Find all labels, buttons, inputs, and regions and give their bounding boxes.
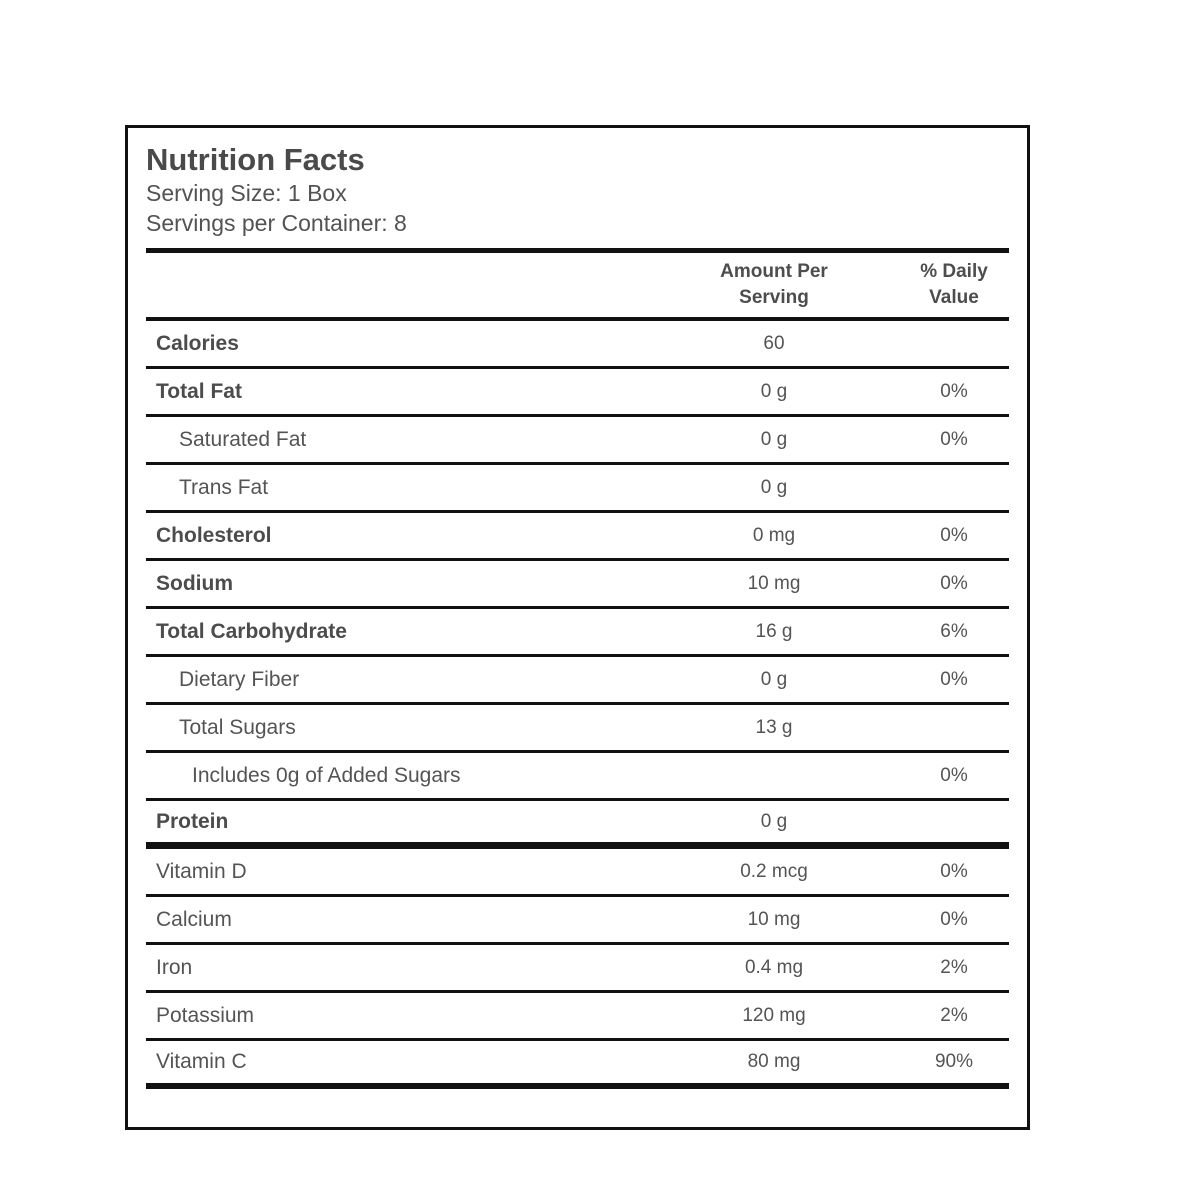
nutrient-name: Vitamin D (156, 859, 247, 883)
column-header-amount: Amount Per Serving (720, 261, 828, 308)
nutrient-row-total-fat (146, 369, 1009, 417)
nutrition-facts-label (125, 125, 1030, 1130)
nutrient-name: Potassium (156, 1003, 255, 1027)
nutrient-row-saturated-fat (146, 417, 1009, 465)
nutrient-daily-value: 2% (940, 956, 968, 978)
nutrient-row-trans-fat (146, 465, 1009, 513)
nutrient-amount: 0.4 mg (744, 956, 804, 978)
column-header-daily-value: % Daily Value (920, 261, 988, 308)
nutrient-row-calories (146, 321, 1009, 369)
nutrient-name: Dietary Fiber (179, 667, 300, 691)
nutrient-row-calcium (146, 897, 1009, 945)
nutrient-row-vitamin-c (146, 1041, 1009, 1089)
nutrient-name: Calories (156, 331, 239, 355)
nutrient-daily-value: 0% (940, 380, 968, 402)
column-header-amount-cell (649, 259, 899, 310)
table-header-row (146, 253, 1009, 321)
nutrient-amount: 0.2 mcg (740, 860, 808, 882)
nutrient-name: Total Sugars (179, 715, 296, 739)
nutrition-table (146, 253, 1009, 1089)
nutrient-amount: 0 g (760, 476, 788, 498)
nutrient-amount: 0 g (760, 428, 788, 450)
nutrient-name: Protein (156, 809, 229, 833)
nutrient-row-potassium (146, 993, 1009, 1041)
serving-size: Serving Size: 1 Box (146, 180, 347, 206)
nutrient-name: Calcium (156, 907, 232, 931)
nutrient-row-sodium (146, 561, 1009, 609)
nutrient-name: Total Carbohydrate (156, 619, 347, 643)
nutrient-amount: 0 g (760, 810, 788, 832)
nutrient-amount: 13 g (755, 716, 793, 738)
nutrient-name: Iron (156, 955, 193, 979)
nutrient-daily-value: 0% (940, 524, 968, 546)
nutrient-amount: 0 g (760, 668, 788, 690)
nutrient-daily-value: 2% (940, 1004, 968, 1026)
nutrient-row-includes-0g-of-added-sugars (146, 753, 1009, 801)
nutrient-daily-value: 90% (934, 1051, 974, 1072)
nutrient-name: Vitamin C (156, 1050, 247, 1073)
nutrient-daily-value: 0% (940, 764, 968, 786)
nutrient-daily-value: 0% (940, 668, 968, 690)
nutrient-name: Saturated Fat (179, 427, 307, 451)
label-header (146, 128, 1009, 238)
nutrient-amount: 80 mg (747, 1051, 801, 1072)
nutrient-row-total-carbohydrate (146, 609, 1009, 657)
nutrient-daily-value: 6% (940, 620, 968, 642)
nutrient-row-protein (146, 801, 1009, 849)
nutrient-row-vitamin-d (146, 849, 1009, 897)
nutrient-amount: 0 mg (752, 524, 796, 546)
nutrient-daily-value: 0% (940, 428, 968, 450)
nutrient-name: Total Fat (156, 379, 242, 403)
column-header-daily-value-cell (899, 259, 1009, 310)
nutrient-daily-value: 0% (940, 572, 968, 594)
nutrient-amount: 10 mg (747, 572, 801, 594)
nutrient-daily-value: 0% (940, 908, 968, 930)
nutrient-row-cholesterol (146, 513, 1009, 561)
nutrient-name: Cholesterol (156, 523, 272, 547)
nutrient-name: Includes 0g of Added Sugars (192, 763, 461, 787)
nutrient-name: Sodium (156, 571, 233, 595)
nutrient-amount: 10 mg (747, 908, 801, 930)
nutrient-amount: 0 g (760, 380, 788, 402)
nutrient-row-total-sugars (146, 705, 1009, 753)
label-title: Nutrition Facts (146, 142, 365, 177)
nutrient-amount: 120 mg (742, 1004, 806, 1026)
nutrient-daily-value: 0% (940, 860, 968, 882)
nutrient-row-dietary-fiber (146, 657, 1009, 705)
nutrient-amount: 16 g (755, 620, 793, 642)
nutrient-amount: 60 (763, 332, 785, 354)
servings-per-container: Servings per Container: 8 (146, 210, 407, 236)
nutrient-row-iron (146, 945, 1009, 993)
nutrient-rows (146, 321, 1009, 1089)
nutrient-name: Trans Fat (179, 475, 269, 499)
